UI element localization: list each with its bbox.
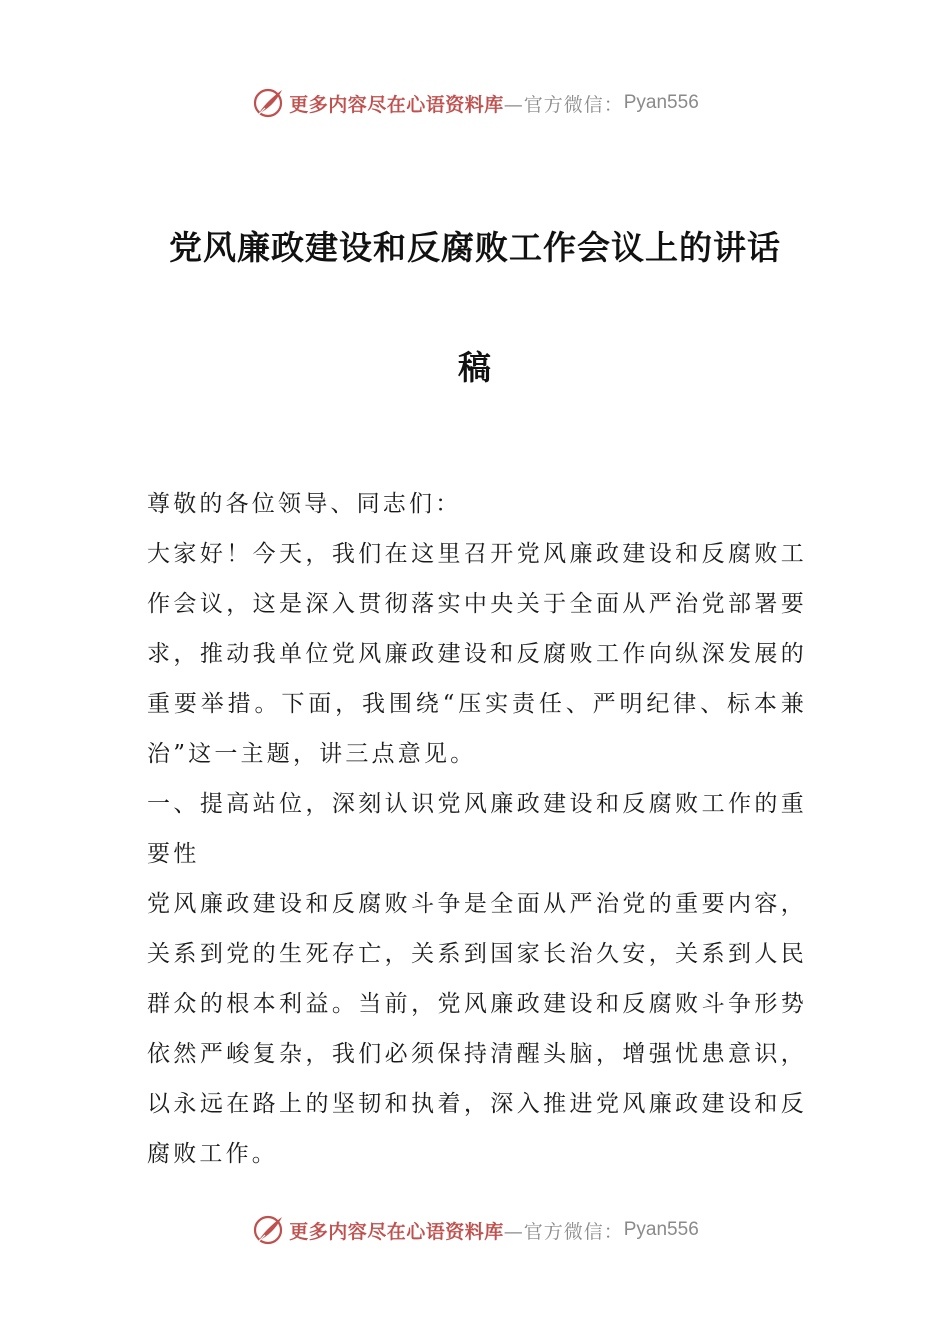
quill-logo-icon xyxy=(251,1213,285,1247)
watermark-wechat-id: Pyan556 xyxy=(623,1219,699,1240)
watermark-wechat-label: —官方微信： xyxy=(503,1220,624,1243)
salutation: 尊敬的各位领导、同志们： xyxy=(147,491,462,517)
watermark-wechat-id: Pyan556 xyxy=(623,92,699,113)
watermark-banner-top xyxy=(0,83,950,123)
watermark-wechat-label: —官方微信： xyxy=(503,93,624,116)
section1-heading: 一、提高站位，深刻认识党风廉政建设和反腐败工作的重要性 xyxy=(147,791,807,867)
document-title-line2: 稿 xyxy=(458,348,492,387)
section1-paragraph: 党风廉政建设和反腐败斗争是全面从严治党的重要内容，关系到党的生死存亡，关系到国家长治久安，关系到人民群众的根本利益。当前，党风廉政建设和反腐败斗争形势依然严峻复杂，我们必须保持清醒头脑，增强忧患意识，以永远在路上的坚韧和执着，深入推进党风廉政建设和反腐败工作。 xyxy=(147,891,807,1167)
watermark-site-name: 更多内容尽在心语资料库 xyxy=(289,93,504,116)
document-body xyxy=(147,479,807,1179)
quill-logo-icon xyxy=(251,86,285,120)
watermark-banner-bottom xyxy=(0,1210,950,1250)
intro-paragraph: 大家好！今天，我们在这里召开党风廉政建设和反腐败工作会议，这是深入贯彻落实中央关于全面从严治党部署要求，推动我单位党风廉政建设和反腐败工作向纵深发展的重要举措。下面，我围绕“压实责任、严明纪律、标本兼治”这一主题，讲三点意见。 xyxy=(147,541,807,767)
watermark-site-name: 更多内容尽在心语资料库 xyxy=(289,1220,504,1243)
document-title-line1: 党风廉政建设和反腐败工作会议上的讲话 xyxy=(169,228,781,267)
